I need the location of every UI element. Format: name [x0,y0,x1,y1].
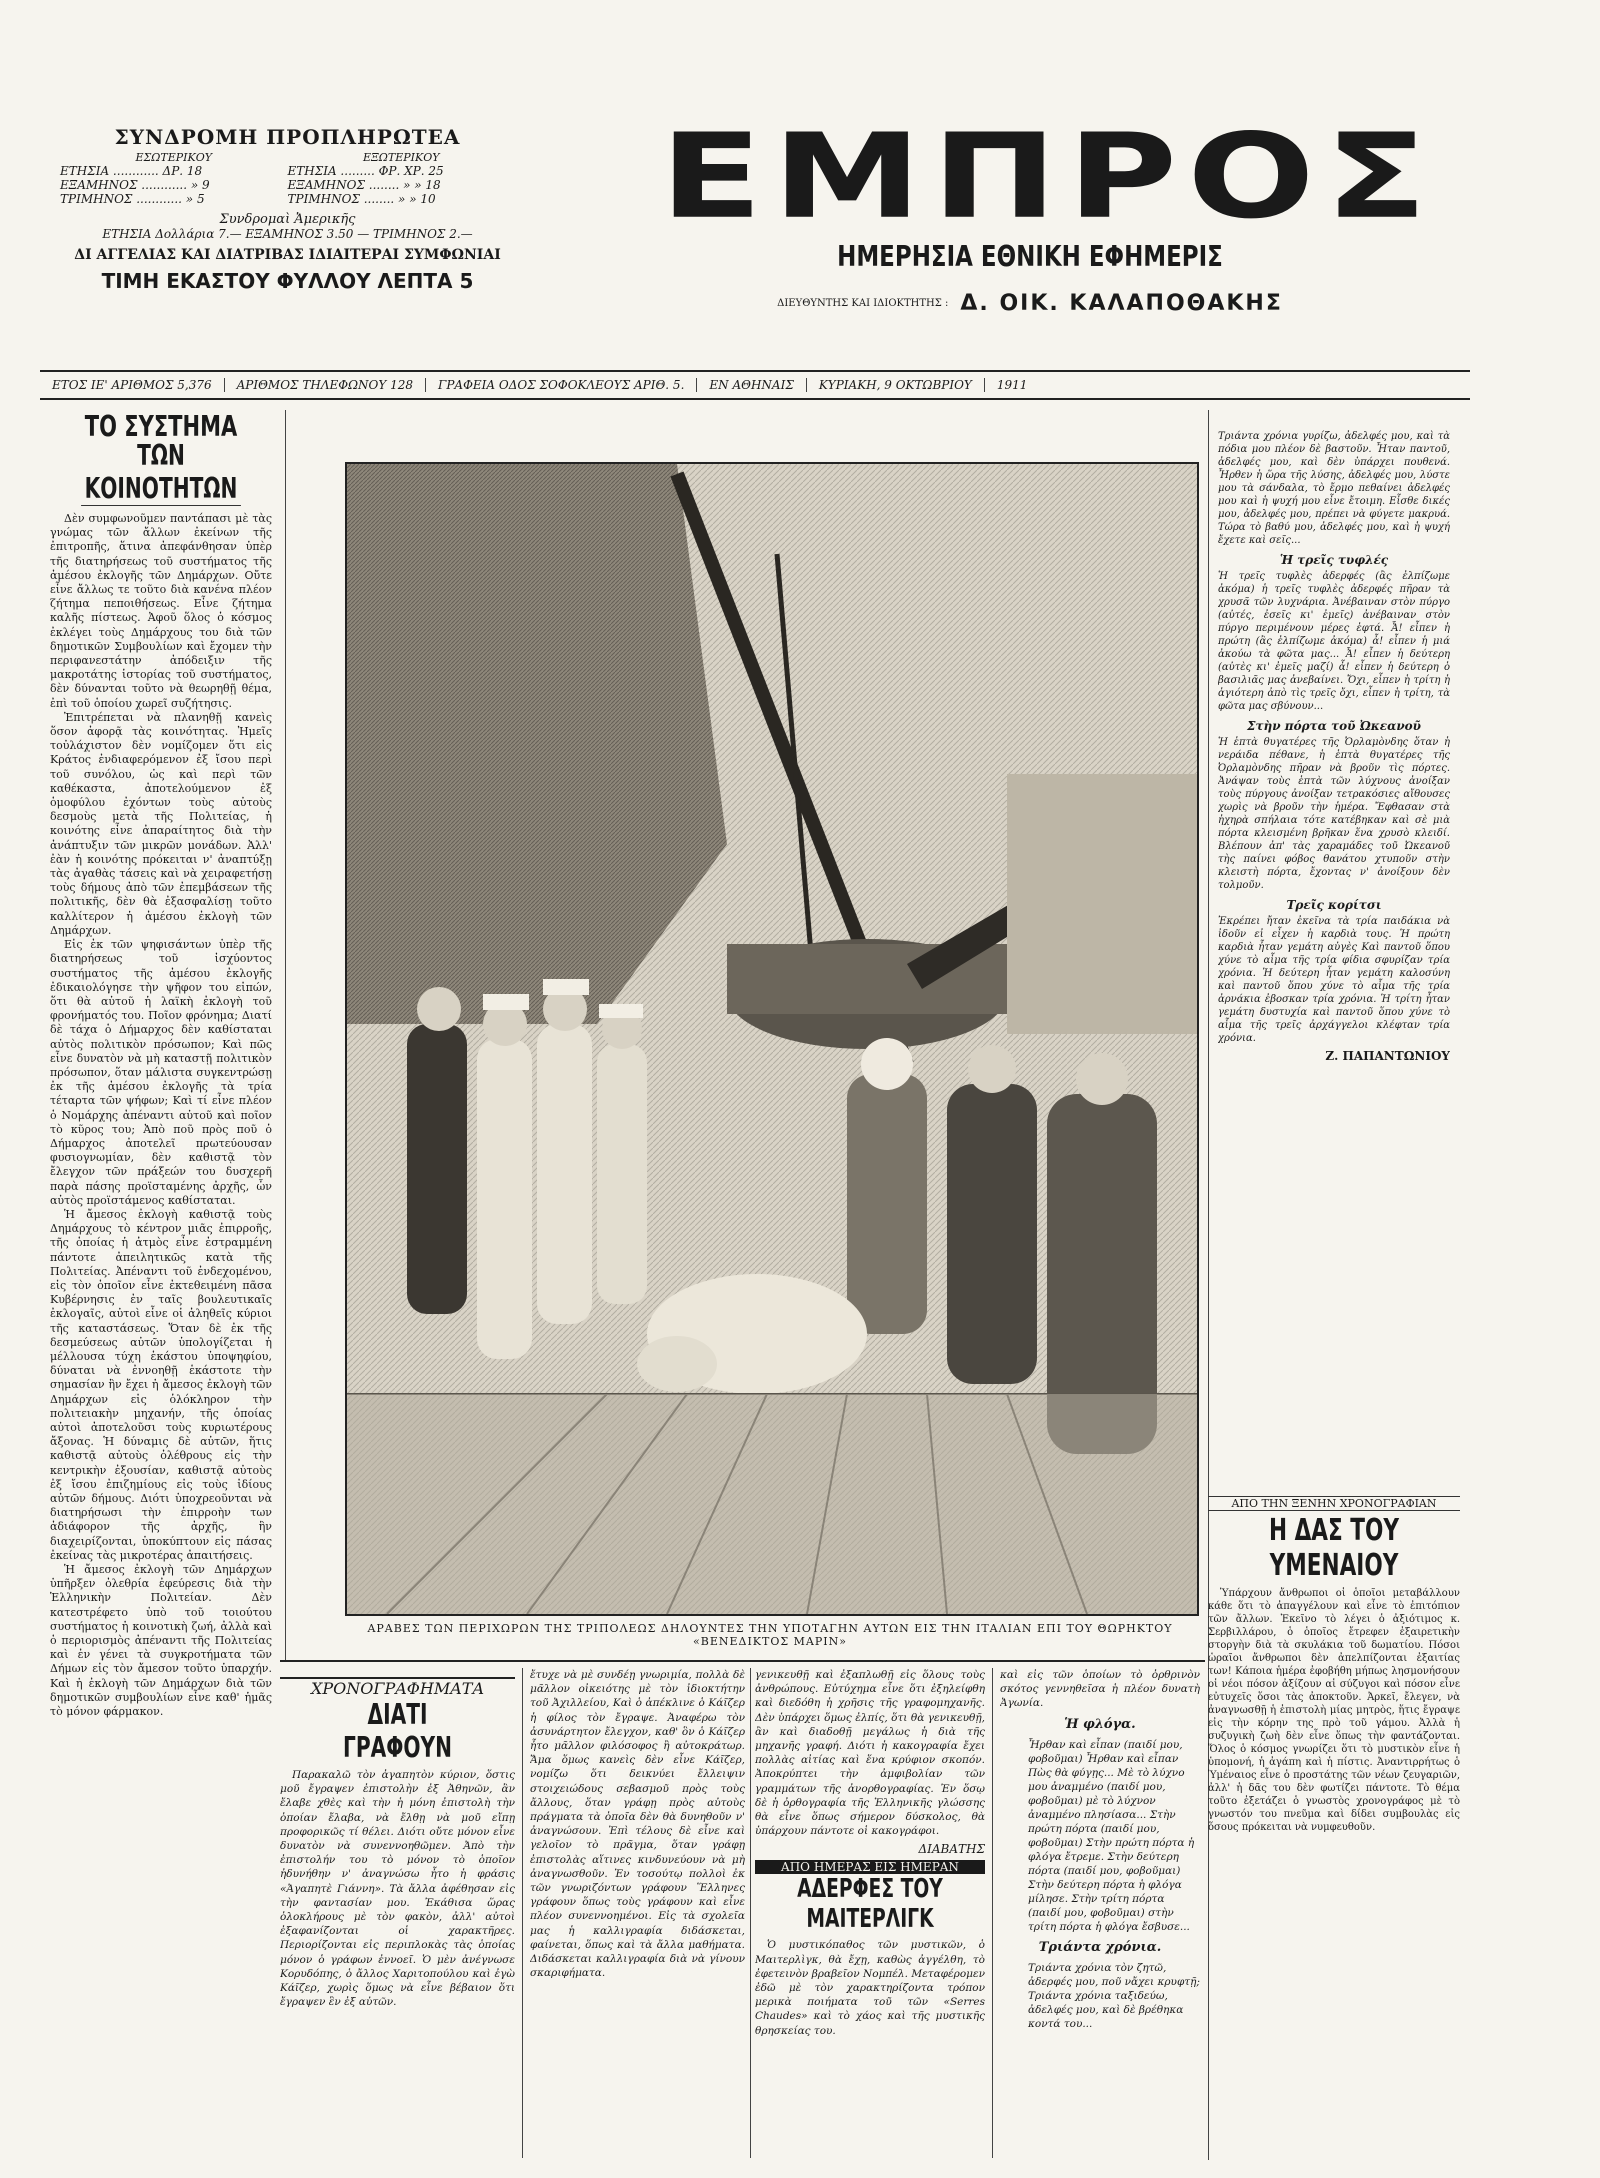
section-rule [280,1660,1205,1662]
article-paragraph: Ἐπιτρέπεται νὰ πλανηθῇ κανεὶς ὅσον ἀφορᾷ τὰς κοινότητας. Ἡμεῖς τοὐλάχιστον δὲν νομίζομεν ὅτι εἰς Κράτος ἐνδιαφερόμενον ἐξ ἴσου περὶ τοῦ συνόλου, ὡς καὶ περὶ τῶν καθέκαστα, ἀποτελούμενον ἐξ ὁμοφύλου ἐχόντων τοὺς αὐτοὺς δεσμοὺς μετὰ τῆς Πολιτείας, ἡ κοινότης εἶνε ἀπαραίτητος διὰ τὴν ἀνάπτυξιν τῶν μικρῶν μονάδων. Ἀλλ' ἐὰν ἡ κοινότης πρόκειται ν' ἀναπτύξῃ τὰς ἀγαθὰς τάσεις καὶ νὰ χειραφετήσῃ τοὺς δήμους ἀπὸ τῶν ἐπεμβάσεων τῆς πολιτικῆς, δὲν θὰ ἐξασφαλίσῃ τοῦτο καλλίτερον ἡ ἀμέσου ἐκλογὴ τῶν Δημάρχων. [50,710,272,937]
rate-row [60,178,515,192]
article-paragraph: Ἡ ἄμεσος ἐκλογὴ καθιστᾷ τοὺς Δημάρχους τὸ κέντρον μιᾶς ἐπιρροῆς, τῆς ὁποίας ἡ ἀτμὸς εἶνε ἐστραμμένη πάντοτε ἀπειλητικῶς κατὰ τῆς Πολιτείας. Ἀπέναντι τοῦ ἐνδεχομένου, εἰς τὸν ὁποῖον εἶνε ἐκτεθειμένη πᾶσα Κυβέρνησις ἐν ταῖς βουλευτικαῖς ἐκλογαῖς, αὐτοὶ εἶνε οἱ ἀληθεῖς κύριοι τῆς καταστάσεως. Ὅταν δὲ ἐκ τῆς δεσμεύσεως αὐτῶν ὑπολογίζεται ἡ μέλλουσα τύχη ἑκάστου ὑποψηφίου, δύναται νὰ ἐννοηθῇ ἑκάστοτε τὴν σημασίαν ἣν ἔχει ἡ ἄμεσος ἐκλογὴ τῶν Δημάρχων εἰς ὁλόκληρον τὴν πολιτειακὴν μηχανήν, τῆς ὁποίας αὐτοὶ ἀποτελοῦσι τοὺς κυριωτέρους ἄξονας. Ἡ δύναμις δὲ αὐτῶν, ἥτις καθιστᾷ αὐτοὺς ὀλέθρους εἰς τὴν κεντρικὴν ἐξουσίαν, καθιστᾷ αὐτοὺς ἐξ ἴσου ἐπιζημίους εἰς τοὺς ἰδίους αὐτῶν δήμους. Διότι ὑποχρεοῦνται νὰ διατηρήσωσι τὴν ἐπιρροὴν των ἀδιάφορον τῆς ἀρχῆς, ἣν διαχειρίζονται, ὑποκύπτουν εἰς πάσας ἐκείνας τὰς μικροτέρας ἀπαιτήσεις. [50,1207,272,1562]
poem-heading: Ἡ τρεῖς τυφλές [1279,553,1389,567]
column-rule [522,1668,523,2158]
director-label: ΔΙΕΥΘΥΝΤΗΣ ΚΑΙ ΙΔΙΟΚΤΗΤΗΣ : [777,298,949,309]
issue-number: ΕΤΟΣ ΙΕ' ΑΡΙΘΜΟΣ 5,376 [40,378,225,392]
column-rule [992,1668,993,2158]
ads-note: ΔΙ ΑΓΓΕΛΙΑΣ ΚΑΙ ΔΙΑΤΡΙΒΑΣ ΙΔΙΑΙΤΕΡΑΙ ΣΥΜΦΩΝΙΑΙ [74,247,501,263]
article-paragraph: Παρακαλῶ τὸν ἀγαπητὸν κύριον, ὅστις μοῦ ἔγραψεν ἐπιστολὴν ἐξ Ἀθηνῶν, ἂν ἔλαβε χθὲς καὶ τὴν ἡ μόνη ἐπιστολὴ τὴν ὁποίαν ἔλαβα, νὰ ἔλθῃ νὰ μοῦ εἴπῃ προφορικῶς τί θέλει. Διότι οὔτε μόνον εἶνε δυνατὸν νὰ συνεννοηθῶμεν. Ἀπὸ τὴν ἐπιστολήν του τὸ μόνον τὸ ὁποῖον ἠδυνήθην ν' ἀναγνώσω ἦτο ἡ φράσις «Ἀγαπητὲ Γιάννη». Τὰ ἄλλα ἀφέθησαν εἰς τὴν φαντασίαν μου. Ἐκάθισα ὥρας ὁλοκλήρους μὲ τὸν φακὸν, ἀλλ' αὐτοὶ ἐξαφανίζονται οἱ χαρακτῆρες. Περιορίζονται εἰς περιπλοκὰς τὰς ὁποίας μόνον ὁ γράφων ἐννοεῖ. Ὁ μὲν ἀνέγνωσε Κορυδόπης, ὁ ἄλλος Χαριτοπούλου καὶ ἐγὼ Κάῖζερ, χωρὶς ὅμως νὰ εἶνε βέβαιον ὅτι ἔγραψεν ἓν ἐξ αὐτῶν. [280,1769,515,2009]
newspaper-title: ΕΜΠΡΟΣ [660,109,1438,245]
rate-row [60,192,515,206]
illustration-caption: ΑΡΑΒΕΣ ΤΩΝ ΠΕΡΙΧΩΡΩΝ ΤΗΣ ΤΡΙΠΟΛΕΩΣ ΔΗΛΟΥΝΤΕΣ ΤΗΝ ΥΠΟΤΑΓΗΝ ΑΥΤΩΝ ΕΙΣ ΤΗΝ ΙΤΑΛΙΑΝ ΕΠΙ ΤΟΥ ΘΩΡΗΚΤΟΥ «ΒΕΝΕΔΙΚΤΟΣ ΜΑΡΙΝ» [367,1622,1173,1648]
issue-year: 1911 [996,378,1028,392]
column-rule [285,410,286,1660]
article-hymen-torch [1208,1496,1460,2156]
director-line [660,291,1400,316]
rate-outer: ΤΡΙΜΗΝΟΣ ........ » » 10 [287,192,436,206]
poem-stanzas: Ἐκρέπει ἤταν ἐκεῖνα τὰ τρία παιδάκια νὰ ἰδοῦν εἰ εἶχεν ἡ καρδιὰ τους. Ἡ πρώτη καρδιὰ ἦταν γεμάτη αὐγὲς Καὶ παντοῦ ὅπου χύνε τὸ αἷμα τῆς τρία φίδια σφυρίζαν τρία χρόνια. Ἡ δεύτερη ἦταν γεμάτη καλοσύνη καὶ παντοῦ ὅπου χύνε τὸ αἷμα τῆς τρία ἀρνάκια ἐβοσκαν τρία χρόνια. Ἡ τρίτη ἦταν γεμάτη δυστυχία καὶ παντοῦ ὅπου χύνε τὸ αἷμα τῆς τρεῖς ἀρχάγγελοι κλέφταν τρία χρόνια. [1218,916,1450,1044]
article-paragraph: Δὲν συμφωνοῦμεν παντάπασι μὲ τὰς γνώμας τῶν ἄλλων ἐκείνων τῆς ἐπιτροπῆς, ἅτινα ἀπεφάνθησαν ὑπὲρ τῆς διατηρήσεως τοῦ συστήματος τῆς ἀμέσου ἐκλογῆς τῶν Δημάρχων. Οὔτε εἶνε ἄλλως τε τοῦτο διὰ κανένα πλέον ζήτημα πεποιθήσεως. Εἶνε ζήτημα καλῆς πίστεως. Ἀφοῦ ὅλος ὁ κόσμος ἐκλέγει τοὺς Δημάρχους του διὰ τῶν δημοτικῶν Συμβουλίων καὶ ἔχομεν τὴν περιφανεστάτην ἀπόδειξιν τῆς μακροτάτης ἱστορίας τοῦ συστήματος, δὲν δύνανται τοῦτο νὰ θεωρηθῇ θέμα, ἐπὶ τοῦ ὁποίου χωρεῖ συζήτησις. [50,512,272,710]
poem-text: Ἦρθαν καὶ εἶπαν (παιδί μου, φοβοῦμαι) Ἦρθαν καὶ εἶπαν Πὼς θὰ φύγῃς... Μὲ τὸ λύχνο μου ἀναμμένο (παιδί μου, φοβοῦμαι) μὲ τὸ λύχνον ἀναμμένο πλησίασα... Στὴν πρώτη πόρτα (παιδί μου, φοβοῦμαι) Στὴν πρώτη πόρτα ἡ φλόγα ἔτρεμε. Στὴν δεύτερη πόρτα (παιδί μου, φοβοῦμαι) Στὴν δεύτερη πόρτα ἡ φλόγα μίλησε. Στὴν τρίτη πόρτα (παιδί μου, φοβοῦμαι) στὴν τρίτη πόρτα ἡ φλόγα ἔσβυσε... [1028,1738,1195,1933]
issue-date: ΚΥΡΙΑΚΗ, 9 ΟΚΤΩΒΡΙΟΥ [807,378,985,392]
article-headline-2: ΤΩΝ ΚΟΙΝΟΤΗΤΩΝ [81,439,241,506]
article-signature: ΔΙΑΒΑΤΗΣ [918,1842,985,1857]
section-tag: ΑΠΟ ΗΜΕΡΑΣ ΕΙΣ ΗΜΕΡΑΝ [755,1860,985,1874]
issue-place: ΕΝ ΑΘΗΝΑΙΣ [697,378,806,392]
poem-text: Τριάντα χρόνια τὸν ζητῶ, ἀδερφές μου, ποῦ νἄχει κρυφτῇ; Τριάντα χρόνια ταξιδεύω, ἀδελφές μου, καὶ δὲ βρέθηκα κοντά του... [1028,1961,1200,2030]
poem-heading: Τρεῖς κορίτσι [1286,898,1382,912]
rate-outer: ΕΞΑΜΗΝΟΣ ........ » » 18 [287,178,441,192]
column-poems [1000,1668,1200,2158]
article-paragraph: ἔτυχε νὰ μὲ συνδέῃ γνωριμία, πολλὰ δὲ μᾶλλον οἰκειότης μὲ τὸν ἰδιοκτήτην τοῦ Ἀχιλλείου, Καὶ ὁ ἀπέκλινε ὁ Κάῖζερ ἡ φίλος τὸν ἔγραψε. Ἀναφέρω τὸν ἀσυνάρτητον ἔλεγχον, καθ' ὃν ὁ Κάῖζερ ἦτο μᾶλλον φιλόσοφος ἢ αὐτοκράτωρ. Ἄμα ὅμως κανεὶς δὲν εἶνε Κάῖζερ, νομίζω ὅτι δεικνύει ἔλλειψιν στοιχειώδους σεβασμοῦ πρὸς τοὺς ἄλλους, ὅταν γράφῃ πρὸς αὐτοὺς πράγματα τὰ ὁποῖα δὲν θὰ δυνηθοῦν ν' ἀναγνώσουν. Ἐπὶ τέλους δὲ εἶνε καὶ γελοῖον τὸ πρᾶγμα, ὅταν γράφῃ ἐπιστολὰς αἵτινες κινδυνεύουν νὰ μὴ ἀναγνωσθοῦν. Ἐν τοσούτῳ πολλοὶ ἐκ τῶν γνωριζόντων γράφουν Ἕλληνες γράφουν ὅπως τοὺς γράφουν καὶ εἶνε πλέον συνεννοημένοι. Εἰς τὰ σχολεῖα μας ἡ καλλιγραφία διδάσκεται, φαίνεται, ὅπως καὶ τὰ ἄλλα μαθήματα. Διδάσκεται καλλιγραφία διὰ νὰ γίνουν σκαριφήματα. [530,1669,745,1980]
poem-heading: Στὴν πόρτα τοῦ Ὠκεανοῦ [1247,719,1421,733]
article-paragraph: Ὁ μυστικόπαθος τῶν μυστικῶν, ὁ Μαιτερλὶγκ, θὰ ἔχῃ, καθὼς ἀγγέλθη, τὸ ἐφετεινὸν βραβεῖον Νομπέλ. Μεταφέρομεν ἐδῶ μὲ τὸν χαρακτηρίζοντα τρόπον μερικὰ ποιήματα τοῦ τῶν «Serres Chaudes» καὶ τὸ χάος καὶ τῆς μυστικῆς θρησκείας του. [755,1939,985,2037]
article-paragraph: Ὑπάρχουν ἄνθρωποι οἱ ὁποῖοι μεταβάλλουν κάθε ὅτι τὸ ἀπαγγέλουν καὶ εἶνε τὸ ἐπιτόπιον τῶν ἄλλων. Ἐκεῖνο τὸ λέγει ὁ ἀξιότιμος κ. Σερβιλλάρου, ὁ ὁποῖος ἔτρεφεν ἐξαιρετικὴν στοργὴν διὰ τὰ σκυλάκια τοῦ δωματίου. Πόσοι ὡραῖοι ἄνθρωποι δὲν ἀπελπίζονται ἐξαιτίας των! Κάποια ἡμέρα ἐφοβήθη μήπως λησμονήσουν οἱ νέοι πόσον ἀξίζουν αἱ σύζυγοι καὶ πόσον εἶνε εὐτυχεῖς ὅσοι τὰς ἀποκτοῦν. Ἀρκεῖ, ἔλεγεν, νὰ ἀναγνωσθῇ ἡ ἐπιστολὴ μίας μητρὸς, ἥτις ἔγραψε εἰς τὴν κόρην της πρὸ τοῦ γάμου. Ἀλλὰ ἡ συζυγικὴ ζωὴ δὲν εἶνε ὅπως τὴν φαντάζονται. Ὅλος ὁ κόσμος γνωρίζει ὅτι τὸ μυστικὸν εἶνε ἡ ὑπομονή, ἡ ἀγάπη καὶ ἡ πίστις. Ἀναντιρρήτως ὁ Ὑμέναιος εἶνε ὁ προστάτης τῶν νέων ζευγαριῶν, ἀλλ' ἡ δᾶς του δὲν φωτίζει πάντοτε. Τὸ θέμα τοῦτο ἐξετάζει ὁ γνωστὸς χρονογράφος μὲ τὸ γνωστόν του πνεῦμα καὶ δίδει συμβουλὰς εἰς ὅσους πρόκειται νὰ νυμφευθοῦν. [1208,1588,1460,1833]
article-paragraph: γενικευθῇ καὶ ἐξαπλωθῇ εἰς ὅλους τοὺς ἀνθρώπους. Εὐτύχημα εἶνε ὅτι ἐξηλείφθη καὶ διεδόθη ἡ χρῆσις τῆς γραφομηχανῆς. Δὲν ὑπάρχει ὅμως ἐλπίς, ὅτι θὰ γενικευθῇ, ἂν καὶ διαδοθῇ μεγάλως ἡ διὰ τῆς μηχανῆς γραφή. Διότι ἡ κακογραφία ἔχει πολλὰς αἰτίας καὶ ἕνα κρύφιον σκοπόν. Ἀποκρύπτει τὴν ἀμφιβολίαν τῶν γραμμάτων τῆς ἀνορθογραφίας. Ἐν ὅσῳ δὲ ἡ ὀρθογραφία τῆς Ἑλληνικῆς γλώσσης θὰ εἶνε ὅπως σήμερον δύσκολος, θὰ ὑπάρχουν πάντοτε οἱ κακογράφοι. [755,1669,985,1838]
article-headline: ΤΟ ΣΥΣΤΗΜΑ [84,410,238,443]
masthead [660,109,1438,316]
article-headline: Η ΔΑΣ ΤΟΥ ΥΜΕΝΑΙΟΥ [1268,1513,1400,1583]
subscription-box [60,125,515,293]
poem-stanzas: Ἡ τρεῖς τυφλὲς ἀδερφές (ἂς ἐλπίζωμε ἀκόμα) ἡ τρεῖς τυφλὲς ἀδερφές πῆραν τὰ χρυσᾶ τῶν λυχνάρια. Ἀνέβαιναν στὸν πύργο (αὐτές, ἐσεῖς κι' ἐμεῖς) ἀνέβαιναν στὸν πύργο περιμένουν μέρες ἑφτά. Ἆ! εἶπεν ἡ πρώτη (ἂς ἐλπίζωμε ἀκόμα) ἆ! εἶπεν ἡ μιά ἀκούω τὰ φῶτα μας... Ἆ! εἶπεν ἡ δεύτερη (αὐτὲς κι' ἐμεῖς μαζί) ἆ! εἶπεν ἡ δεύτερη ὁ βασιλιᾶς μας ἀνεβαίνει. Ὄχι, εἶπεν ἡ τρίτη ἡ ἁγιότερη ἀπὸ τὶς τρεῖς ὄχι, εἶπεν ἡ τρίτη, τὰ φῶτα μας σβύνουν... [1218,571,1450,712]
america-rates: ΕΤΗΣΙΑ Δολλάρια 7.— ΕΞΑΜΗΝΟΣ 3.50 — ΤΡΙΜΗΝΟΣ 2.— [102,227,473,241]
office-address: ΓΡΑΦΕΙΑ ΟΔΟΣ ΣΟΦΟΚΛΕΟΥΣ ΑΡΙΘ. 5. [426,378,697,392]
subscription-heading: ΣΥΝΔΡΟΜΗ ΠΡΟΠΛΗΡΩΤΕΑ [114,125,461,149]
rate-inner: ΕΤΗΣΙΑ ............ ΔΡ. 18 [60,164,203,178]
poem-intro: Τριάντα χρόνια γυρίζω, ἀδελφές μου, καὶ τὰ πόδια μου πλέον δὲ βαστοῦν. Ἦταν παντοῦ, ἀδελφές μου, καὶ δὲν ὑπάρχει πουθενά. Ἦρθεν ἡ ὥρα τῆς λύσης, ἀδελφές μου, λύστε μου τὰ σάνδαλα, τὸ ἔρμο πεθαίνει ἀδελφές μου καὶ ἡ ψυχή μου εἶνε ἔτοιμη. Εἶσθε δικές μου, ἀδελφές μου, πρέπει νὰ φύγετε μακρυά. Τώρα τὸ βαθύ μου, ἀδελφές μου, καὶ ἡ ψυχή ἔχετε καὶ σεῖς... [1218,431,1450,546]
poem-heading: Τριάντα χρόνια. [1038,1939,1162,1955]
engraving-illustration [345,462,1199,1616]
newspaper-subtitle: ΗΜΕΡΗΣΙΑ ΕΘΝΙΚΗ ΕΦΗΜΕΡΙΣ [837,240,1223,273]
col-outer-label: ΕΞΩΤΕΡΙΚΟΥ [362,151,440,164]
poem-heading: Ἡ φλόγα. [1064,1716,1136,1732]
article-headline: ΔΙΑΤΙ ΓΡΑΦΟΥΝ [343,1698,452,1764]
col-inner-label: ΕΣΩΤΕΡΙΚΟΥ [135,151,213,164]
director-name: Δ. ΟΙΚ. ΚΑΛΑΠΟΘΑΚΗΣ [960,291,1283,316]
warship-deck-scene [347,464,1197,1614]
issue-price: ΤΙΜΗ ΕΚΑΣΤΟΥ ΦΥΛΛΟΥ ΛΕΠΤΑ 5 [101,269,474,293]
issue-info-bar [40,370,1470,400]
column-continued [530,1668,745,2158]
poem-stanzas: Ἡ ἑπτὰ θυγατέρες τῆς Ὀρλαμὸνδης ὅταν ἡ νεράιδα πέθανε, ἡ ἑπτὰ θυγατέρες τῆς Ὀρλαμὸνδης πῆραν νὰ βροῦν τὶς πόρτες. Ἀνάψαν τοὺς ἑπτὰ τῶν λύχνους ἀνοίξαν τοὺς πύργους ἀνοίξαν τετρακόσιες αἴθουσες χωρὶς νὰ βροῦν τὴν ἡμέρα. Ἔφθασαν στὰ ἠχηρὰ σπήλαια τότε κατέβηκαν καὶ σὲ μιὰ πόρτα κλεισμένη βρῆκαν ἕνα χρυσὸ κλειδί. Βλέπουν ἀπ' τὰς χαραμάδες τοῦ Ὠκεανοῦ τὴς παίνει φόβος θανάτου χτυποῦν στὴν κλειστὴ πόρτα, ἔχοντας ν' ἀνοίξουν δὲν τολμοῦν. [1218,737,1450,891]
article-paragraph: Ἡ ἄμεσος ἐκλογὴ τῶν Δημάρχων ὑπῆρξεν ὀλεθρία ἐφεύρεσις διὰ τὴν Ἑλληνικὴν Πολιτείαν. Δὲν κατεστρέφετο ὑπὸ τοῦ τοιούτου συστήματος ἡ κοινοτικὴ ζωή, ἀλλὰ καὶ ὁ περιορισμὸς ἀπέναντι τῆς Πολιτείας καὶ ἐν γένει τὰ συγκροτήματα τῶν Δήμων εἰς τὸν ἄμεσον τοῦτο ὑπαρχήν. Καὶ ἡ ἐκλογὴ τῶν Δημάρχων διὰ τῶν δημοτικῶν συμβουλίων εἶνε καθ' ἡμᾶς τὸ μόνον φάρμακον. [50,1563,272,1719]
poem-column [1218,430,1450,1490]
section-tag: ΑΠΟ ΤΗΝ ΞΕΝΗΝ ΧΡΟΝΟΓΡΑΦΙΑΝ [1208,1496,1460,1511]
rate-row [60,164,515,178]
rate-outer: ΕΤΗΣΙΑ ......... ΦΡ. ΧΡ. 25 [287,164,444,178]
section-kicker: ΧΡΟΝΟΓΡΑΦΗΜΑΤΑ [280,1677,515,1698]
article-communities [50,410,272,2150]
column-maeterlinck [755,1668,985,2158]
phone-number: ΑΡΙΘΜΟΣ ΤΗΛΕΦΩΝΟΥ 128 [225,378,426,392]
rate-inner: ΤΡΙΜΗΝΟΣ ............ » 5 [60,192,205,206]
poem-author: Ζ. ΠΑΠΑΝΤΩΝΙΟΥ [1325,1049,1450,1063]
column-rule [750,1668,751,2158]
article-paragraph: Εἰς ἐκ τῶν ψηφισάντων ὑπὲρ τῆς διατηρήσεως τοῦ ἰσχύοντος συστήματος τῆς ἀμέσου ἐκλογῆς ἐδικαιολόγησε τὴν ψῆφον του εἰπών, ὅτι θὰ αὐτοῦ ἡ λαϊκὴ ἐκλογὴ τοῦ φρονήματός του. Ποῖον φρόνημα; Διατί δὲ τάχα ὁ Δήμαρχος δὲν καθίσταται αὐτὸς πολιτικὸν πρόσωπον; Καὶ πῶς εἶνε δυνατὸν νὰ μὴ καταστῇ πολιτικὸν πρόσωπον, ὅταν μάλιστα συγκεντρώσῃ ἐκ τῆς ἀμέσου ἐκλογῆς τὰ τρία τέταρτα τῶν ψήφων; Καὶ τί εἶνε πλέον ὁ Νομάρχης ἀπέναντι αὐτοῦ καὶ ποῖον τὸ κῦρος του; Ἀπὸ ποῦ πρὸς ποῦ ὁ Δήμαρχος ἀποτελεῖ πρωτεύουσαν φυσιογνωμίαν, δὲν καθιστᾷ τὸν ἔλεγχον τῶν πράξεών του δυσχερῆ παρὰ πάσης προϊσταμένης ἀρχῆς, ὧν αὐτὸς προϊστάμενος καθίσταται. [50,938,272,1207]
article-paragraph: καὶ εἰς τῶν ὁποίων τὸ ὀρθρινὸν σκότος γεννηθεῖσα ἡ πλέον δυνατὴ Ἀγωνία. [1000,1669,1200,1710]
subscription-columns [60,151,515,164]
america-label: Συνδρομαὶ Ἀμερικῆς [219,212,356,227]
article-headline: ΑΔΕΡΦΕΣ ΤΟΥ ΜΑΙΤΕΡΛΙΓΚ [797,1874,943,1935]
column-chronographs [280,1675,515,2155]
rate-inner: ΕΞΑΜΗΝΟΣ ............ » 9 [60,178,210,192]
